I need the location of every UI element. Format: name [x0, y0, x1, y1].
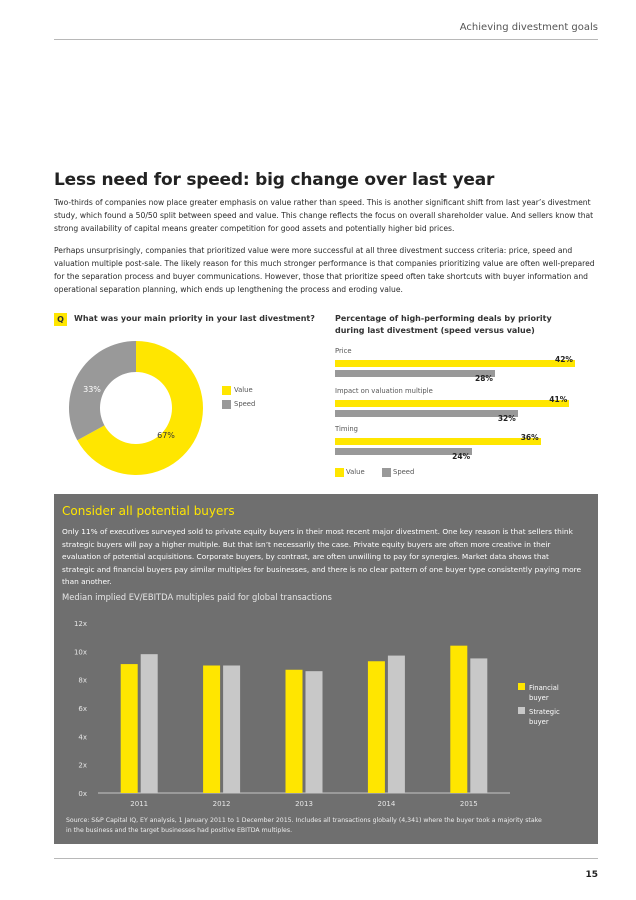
ebitda-legend-financial-line-2: buyer	[529, 694, 549, 702]
buyers-panel-paragraph: Only 11% of executives surveyed sold to private equity buyers in their most recent major divestment. One key reason is that sellers think strategic buyers will pay a higher multiple. But that isn’t necessarily the case. Private equity buyers are often more creative in their evaluation of potential acquisitions. Corporate buyers, by contrast, are often unwilling to pay for synergies. Market data shows that strategic and financial buyers pay similar multiples for businesses, and there is no clear pattern of one buyer type consistently paying more than another.	[62, 527, 582, 586]
article-title: Less need for speed: big change over last year	[54, 170, 495, 190]
bar-strategic-2012	[223, 666, 240, 794]
bar-category-label: Price	[335, 347, 352, 355]
article-paragraph-2: Perhaps unsurprisingly, companies that prioritized value were more successful at all three divestment success criteria: price, speed and valuation multiple post-sale. The likely reason for this much stronger performance is that companies prioritizing value are often well-prepared for the separation process and buyer communications. However, those that prioritize speed often take shortcuts with buyer information and operational separation planning, which ends up lengthening the process and eroding value.	[54, 246, 595, 294]
question-badge: Q	[54, 313, 67, 326]
page-number: 15	[585, 870, 598, 880]
question-text: What was your main priority in your last divestment?	[74, 314, 315, 323]
bar-strategic-2015	[470, 658, 487, 793]
y-tick-label: 4x	[78, 733, 87, 742]
y-tick-label: 8x	[78, 676, 87, 685]
bar-value-label: 28%	[475, 374, 493, 383]
bar-financial-2013	[286, 670, 303, 793]
bar-legend-swatch-speed	[382, 468, 391, 477]
header-divider	[54, 39, 598, 40]
ebitda-bar-chart	[62, 615, 592, 815]
ebitda-legend-financial-line-1: Financial	[529, 684, 559, 692]
x-tick-label: 2012	[212, 800, 231, 808]
donut-label-speed: 33%	[83, 385, 101, 394]
bar-strategic-2013	[306, 671, 323, 793]
bar-financial-2012	[203, 666, 220, 794]
y-tick-label: 6x	[78, 705, 87, 713]
bar-value-0	[335, 360, 575, 367]
source-note: Source: S&P Capital IQ, EY analysis, 1 January 2011 to 1 December 2015. Includes all transactions globally (4,341) where the buyer took a majority stake in the business and the target businesses had positive EBITDA multiples.	[66, 817, 542, 834]
ebitda-legend-label-financial	[529, 683, 559, 703]
donut-slice-speed	[69, 341, 136, 440]
bar-financial-2015	[450, 646, 467, 793]
bar-legend-swatch-value	[335, 468, 344, 477]
bar-legend-label-value: Value	[346, 468, 365, 476]
ebitda-legend-label-strategic	[529, 707, 560, 727]
bar-value-label: 41%	[549, 395, 568, 404]
bar-strategic-2014	[388, 656, 405, 793]
footer-divider	[54, 858, 598, 859]
ebitda-legend-strategic-line-2: buyer	[529, 718, 549, 726]
ebitda-legend-swatch-financial	[518, 683, 525, 690]
bar-financial-2011	[121, 664, 138, 793]
x-tick-label: 2011	[130, 800, 149, 808]
bar-category-label: Timing	[335, 425, 358, 433]
legend-swatch-value	[222, 386, 231, 395]
ebitda-legend-strategic-line-1: Strategic	[529, 708, 560, 716]
bar-speed-0	[335, 370, 495, 377]
bar-strategic-2011	[141, 654, 158, 793]
y-tick-label: 0x	[78, 790, 87, 798]
bar-value-label: 32%	[497, 414, 516, 423]
bar-value-label: 42%	[555, 355, 573, 364]
bar-value-label: 36%	[520, 433, 539, 442]
y-tick-label: 10x	[73, 648, 87, 657]
legend-swatch-speed	[222, 400, 231, 409]
y-tick-label: 12x	[73, 620, 87, 628]
bar-value-1	[335, 400, 569, 407]
bar-chart-title: Percentage of high-performing deals by priority during last divestment (speed versus value)	[335, 314, 552, 335]
legend-label-value: Value	[234, 386, 253, 394]
bar-value-2	[335, 438, 541, 445]
running-header: Achieving divestment goals	[459, 22, 598, 33]
bar-legend-label-speed: Speed	[393, 468, 415, 476]
x-tick-label: 2013	[295, 800, 313, 808]
bar-value-label: 24%	[452, 452, 471, 461]
buyers-panel-title: Consider all potential buyers	[62, 504, 235, 518]
x-tick-label: 2014	[377, 800, 396, 808]
priority-donut-chart	[66, 338, 206, 478]
ebitda-legend-swatch-strategic	[518, 707, 525, 714]
legend-label-speed: Speed	[234, 400, 256, 408]
bar-financial-2014	[368, 661, 385, 793]
y-tick-label: 2x	[78, 761, 87, 770]
bar-category-label: Impact on valuation multiple	[335, 387, 433, 395]
donut-label-value: 67%	[157, 431, 175, 440]
article-paragraph-1: Two-thirds of companies now place greater emphasis on value rather than speed. This is another significant shift from last year’s divestment study, which found a 50/50 split between speed and value. This change reflects the focus on overall shareholder value. And sellers know that strong availability of capital means greater competition for good assets and potentially higher bid prices.	[54, 198, 594, 233]
bar-speed-1	[335, 410, 518, 417]
ebitda-chart-title: Median implied EV/EBITDA multiples paid for global transactions	[62, 592, 332, 602]
x-tick-label: 2015	[459, 800, 478, 808]
